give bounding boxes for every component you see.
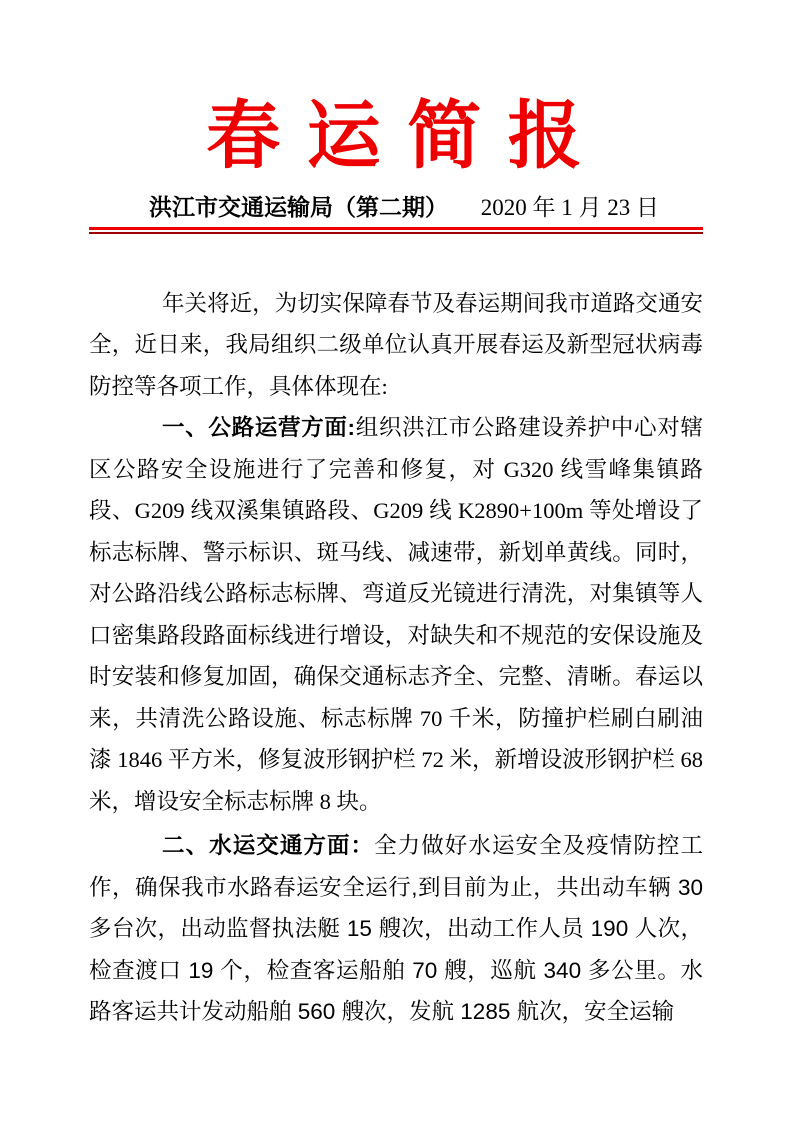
masthead [89, 193, 703, 223]
intro-paragraph: 年关将近，为切实保障春节及春运期间我市道路交通安全，近日来，我局组织二级单位认真开展春运及新型冠状病毒防控等各项工作，具体体现在: [89, 290, 703, 399]
issue-date: 2020 年 1 月 23 日 [480, 194, 659, 220]
red-rule-bottom-line [89, 232, 703, 234]
section1-paragraph [89, 407, 703, 822]
section2-heading: 二、水运交通方面： [162, 833, 375, 859]
document-body [89, 283, 703, 1033]
document-title: 春 运 简 报 [206, 96, 586, 178]
section1-heading: 一、公路运营方面: [162, 415, 356, 441]
section2-text: 全力做好水运安全及疫情防控工作，确保我市水路春运安全运行,到目前为止，共出动车辆 30 多台次，出动监督执法艇 15 艘次，出动工作人员 190 人次，检查渡口 19 个，检查客运船舶 70 艘，巡航 340 多公里。水路客运共计发动船舶 560 艘次，发航 1285 航次，安全运输 [89, 833, 703, 1025]
section2-paragraph [89, 825, 703, 1033]
document-content [89, 0, 703, 1033]
red-divider-rule [89, 227, 703, 234]
issuer-name: 洪江市交通运输局（第二期） [149, 194, 448, 220]
section1-text: 组织洪江市公路建设养护中心对辖区公路安全设施进行了完善和修复，对 G320 线雪峰集镇路段、G209 线双溪集镇路段、G209 线 K2890+100m 等处增设了标志标牌、警示标识、斑马线、减速带，新划单黄线。同时，对公路沿线公路标志标牌、弯道反光镜进行清洗，对集镇等人口密集路段路面标线进行增设，对缺失和不规范的安保设施及时安装和修复加固，确保交通标志齐全、完整、清晰。春运以来，共清洗公路设施、标志标牌 70 千米，防撞护栏刷白刷油漆 1846 平方米，修复波形钢护栏 72 米，新增设波形钢护栏 68 米，增设安全标志标牌 8 块。 [89, 415, 703, 814]
